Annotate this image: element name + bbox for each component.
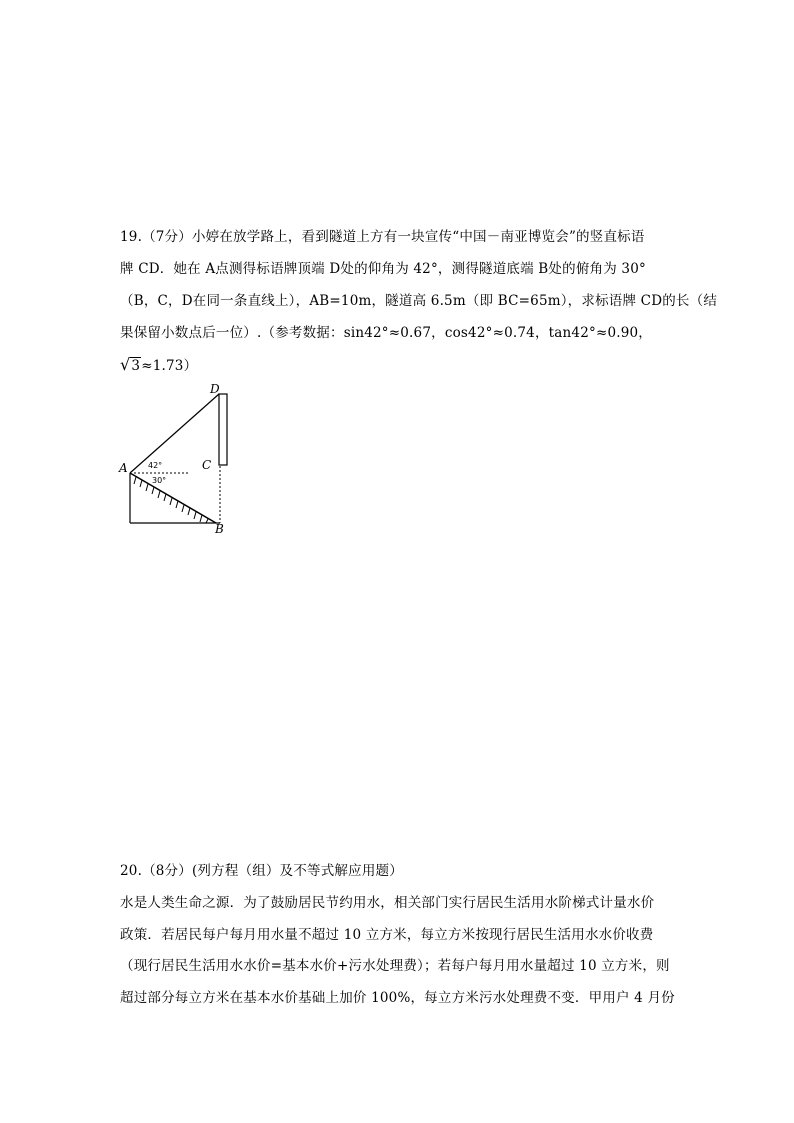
q20-line-5: 超过部分每立方米在基本水价基础上加价 100%，每立方米污水处理费不变．甲用户 4 月份 xyxy=(120,990,675,1006)
q19-line-5 xyxy=(120,356,197,375)
sqrt-expression xyxy=(120,356,141,375)
label-B: B xyxy=(215,522,224,536)
sqrt-approx-value: ≈1.73） xyxy=(141,358,198,374)
slope-hatching xyxy=(134,477,208,523)
q19-line-3: （B，C，D在同一条直线上），AB=10m，隧道高 6.5m（即 BC=65m），求标语牌 CD的长（结 xyxy=(120,293,718,309)
label-A: A xyxy=(119,461,128,475)
q19-line-2: 牌 CD．她在 A点测得标语牌顶端 D处的仰角为 42°，测得隧道底端 B处的俯角为 30° xyxy=(120,261,646,277)
label-D: D xyxy=(210,382,220,396)
sign-board xyxy=(219,394,227,465)
angle-42-label: 42° xyxy=(148,461,163,470)
line-AB xyxy=(130,473,216,523)
angle-30-label: 30° xyxy=(152,476,167,485)
sqrt-radical-sign: √ xyxy=(120,355,131,374)
q20-line-4: （现行居民生活用水水价=基本水价+污水处理费）；若每户每月用水量超过 10 立方米，则 xyxy=(120,958,670,974)
q19-line-4: 果保留小数点后一位）.（参考数据：sin42°≈0.67，cos42°≈0.74，tan42°≈0.90， xyxy=(120,325,653,341)
q19-line-1: 19.（7分）小婷在放学路上，看到隧道上方有一块宣传“中国－南亚博览会”的竖直标语 xyxy=(120,229,645,245)
label-C: C xyxy=(202,458,212,472)
q20-line-2: 水是人类生命之源．为了鼓励居民节约用水，相关部门实行居民生活用水阶梯式计量水价 xyxy=(120,895,655,911)
q20-line-3: 政策．若居民每户每月用水量不超过 10 立方米，每立方米按现行居民生活用水水价收费 xyxy=(120,927,654,943)
q20-line-1: 20.（8分）(列方程（组）及不等式解应用题） xyxy=(120,863,403,879)
tunnel-sign-diagram xyxy=(112,380,242,540)
sqrt-radicand: 3 xyxy=(131,358,141,374)
